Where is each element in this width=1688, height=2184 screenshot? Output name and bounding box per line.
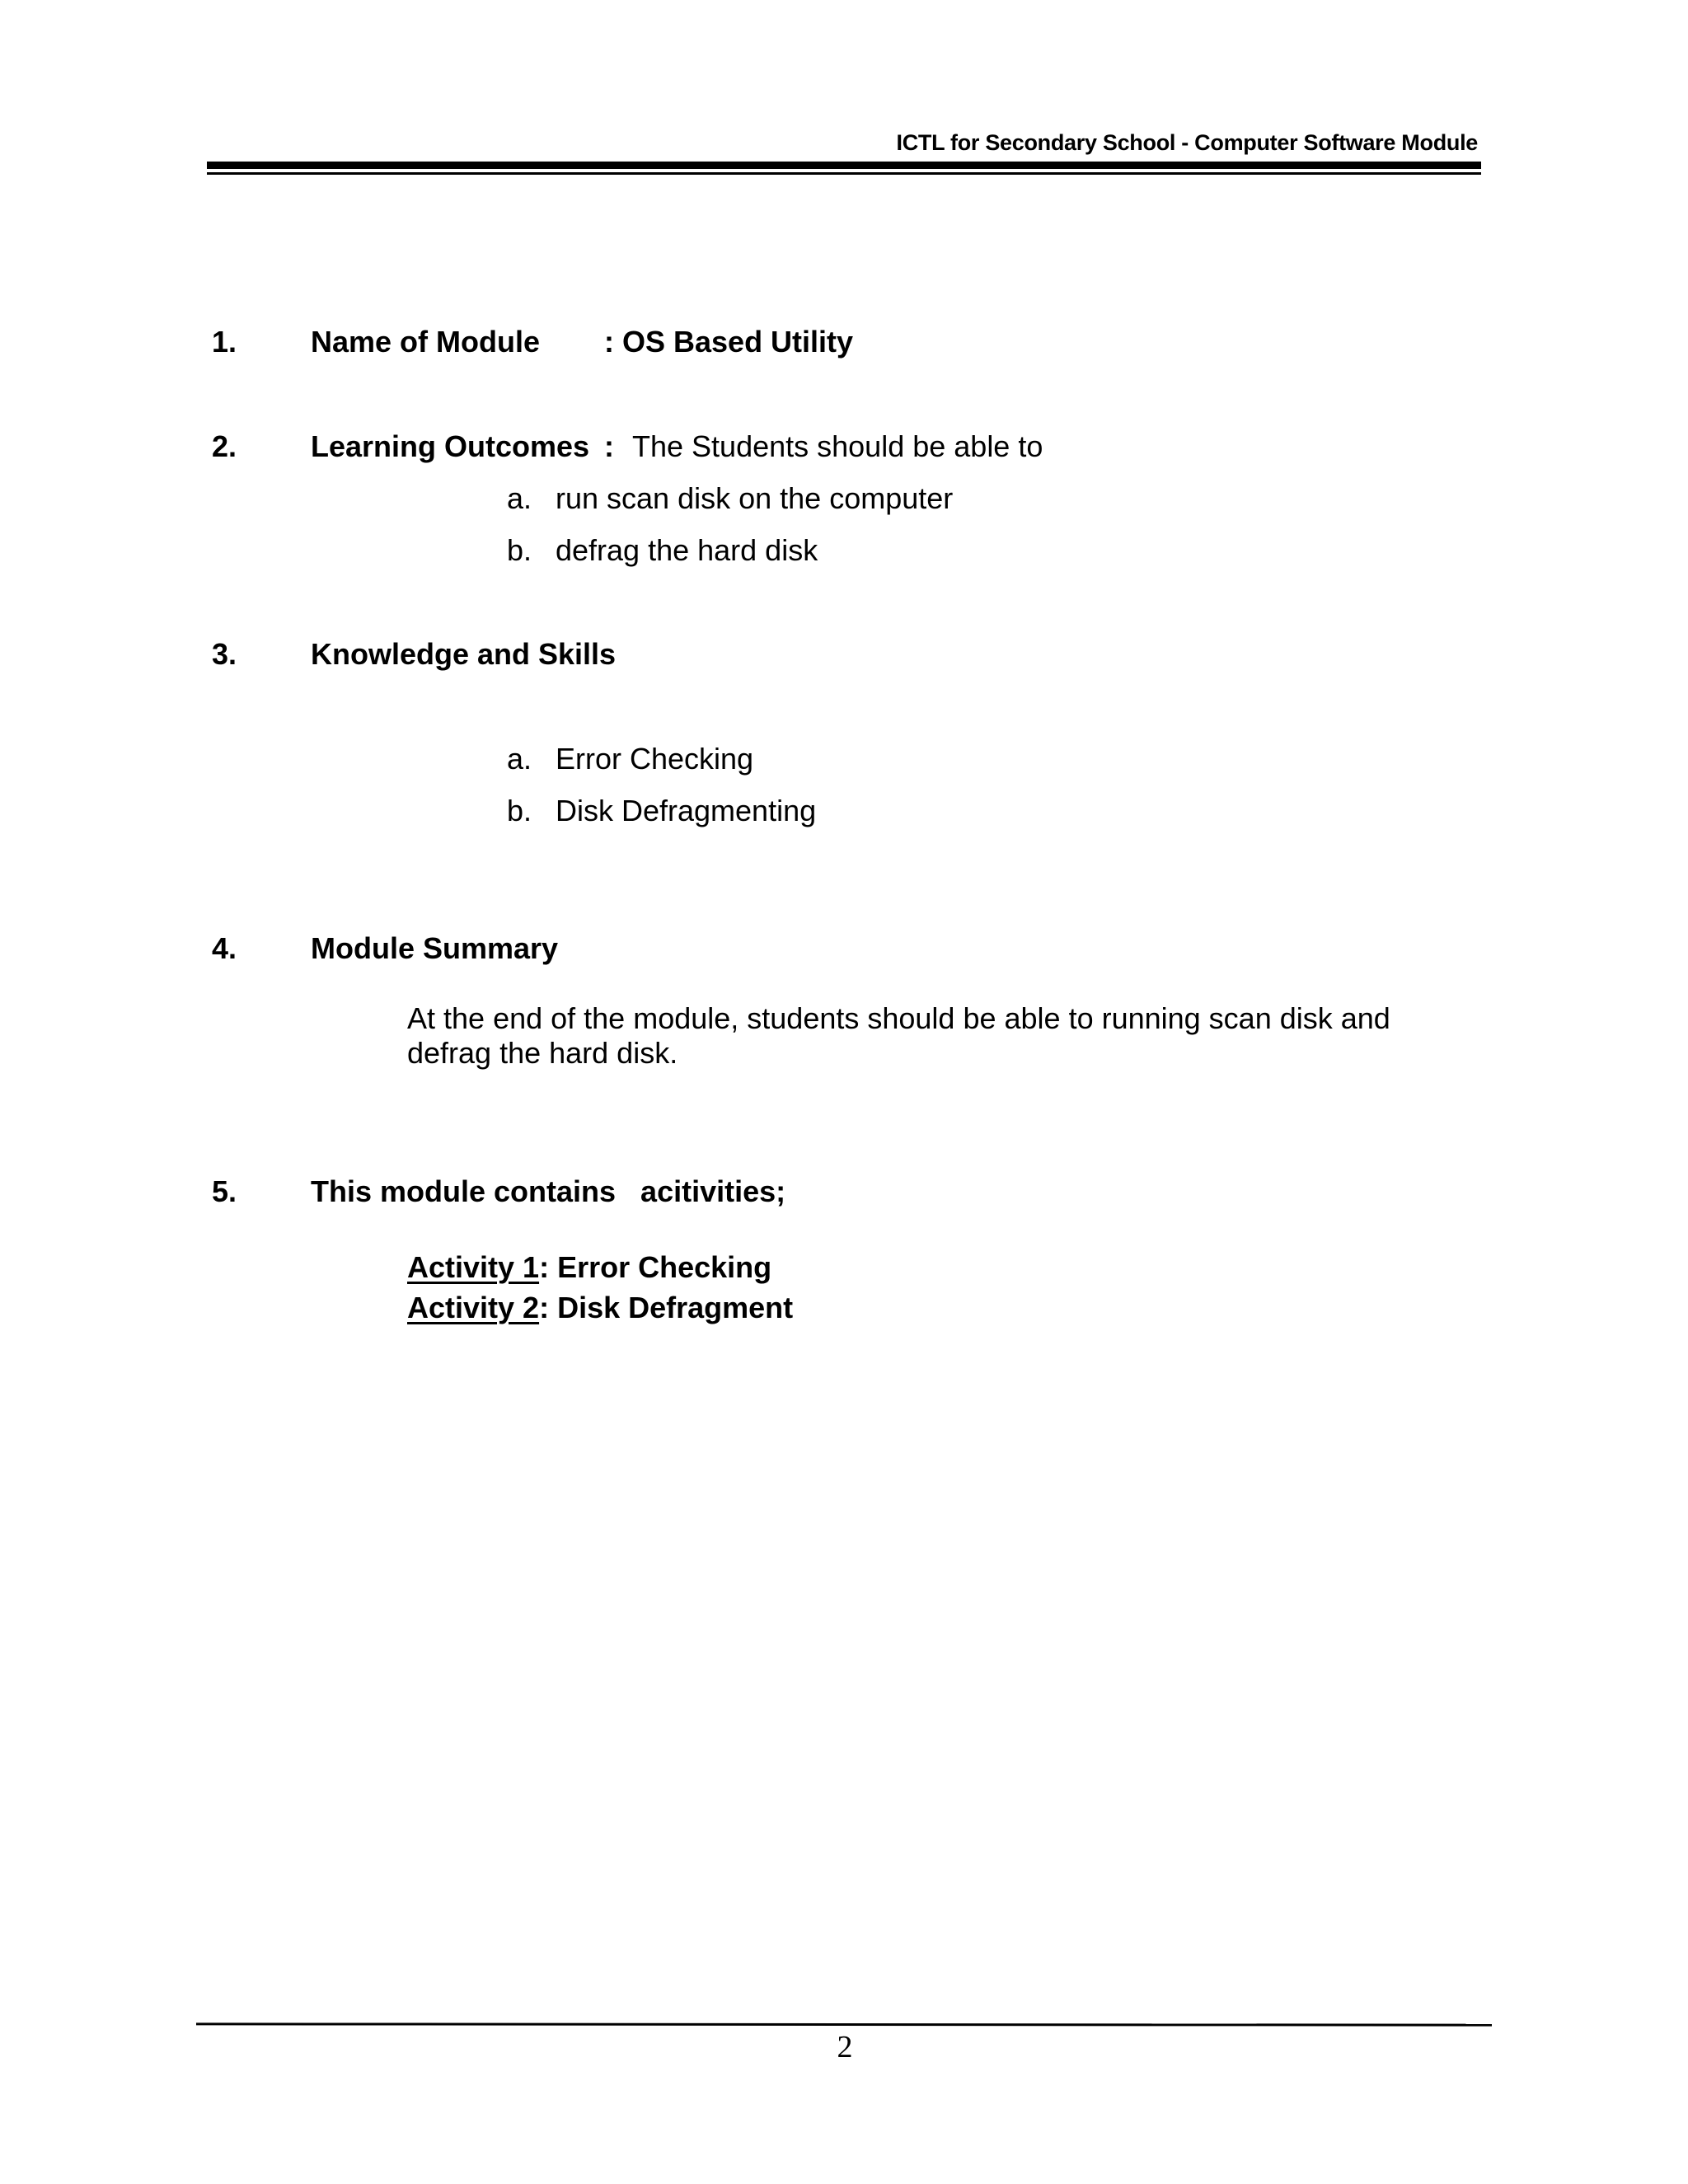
section-5-number: 5. [212, 1174, 237, 1208]
running-header: ICTL for Secondary School - Computer Software Module [896, 130, 1478, 155]
header-rule-thick [207, 162, 1481, 169]
header-rule-thin [207, 172, 1481, 175]
activity-2-label: Activity 2 [407, 1291, 540, 1324]
activity-1-label: Activity 1 [407, 1250, 540, 1284]
skill-b-text: Disk Defragmenting [556, 794, 817, 827]
activity-2-title: : Disk Defragment [539, 1291, 794, 1324]
summary-line-2: defrag the hard disk. [407, 1036, 678, 1070]
section-2-heading: Learning Outcomes [311, 429, 590, 463]
section-4-heading: Module Summary [311, 931, 559, 965]
outcome-a-text: run scan disk on the computer [556, 481, 954, 515]
section-1-number: 1. [212, 325, 237, 359]
section-3-heading: Knowledge and Skills [311, 637, 617, 671]
summary-line-1: At the end of the module, students should be able to running scan disk and [407, 1001, 1390, 1035]
skill-a-marker: a. [507, 742, 532, 776]
learning-outcomes-intro: The Students should be able to [632, 429, 1043, 463]
section-3-number: 3. [212, 637, 237, 671]
outcome-b-marker: b. [507, 533, 532, 567]
section-1-heading: Name of Module [311, 325, 541, 359]
outcome-a-marker: a. [507, 481, 532, 515]
skill-b-marker: b. [507, 794, 532, 827]
activity-1-title: : Error Checking [539, 1250, 772, 1284]
skill-a-text: Error Checking [556, 742, 754, 776]
footer-rule [196, 2022, 1492, 2026]
section-2-number: 2. [212, 429, 237, 463]
activity-2 [407, 1291, 793, 1325]
section-2-separator: : [604, 429, 614, 463]
page-number: 2 [837, 2030, 853, 2064]
section-4-number: 4. [212, 931, 237, 965]
module-name-value: : OS Based Utility [604, 325, 854, 359]
activity-1 [407, 1250, 771, 1285]
outcome-b-text: defrag the hard disk [556, 533, 818, 567]
section-5-heading: This module contains acitivities; [311, 1174, 786, 1208]
